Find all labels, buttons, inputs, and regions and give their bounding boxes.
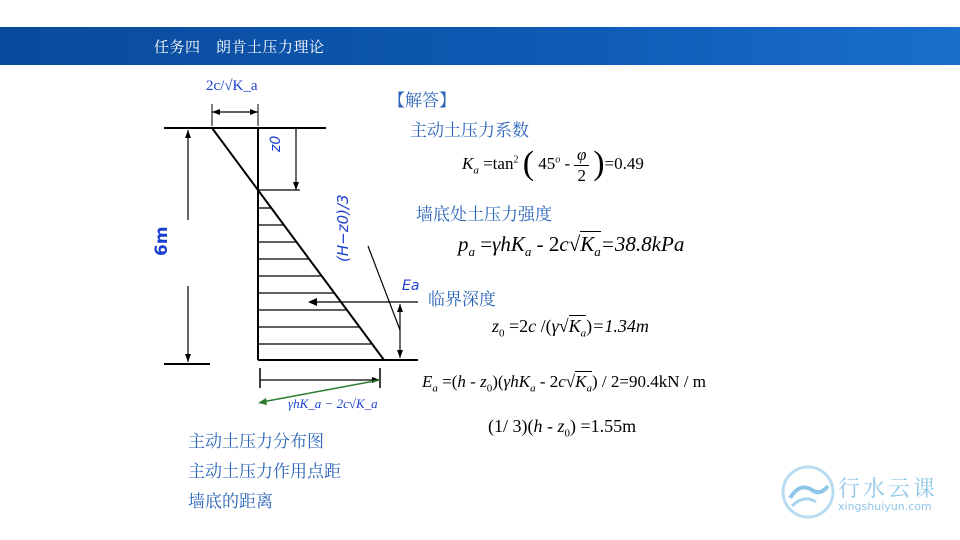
height-label: 6m xyxy=(152,226,172,256)
top-dimension-label: 2c/√K_a xyxy=(206,78,258,94)
ka-result: =0.49 xyxy=(604,154,644,173)
ea-label: Ea xyxy=(402,278,420,294)
step3-label: 临界深度 xyxy=(428,290,496,310)
equation-distance: (1/ $3)(h - z_0) =1.55m$ xyxy=(488,416,637,440)
solution-heading: 【解答】 xyxy=(388,91,456,111)
note-line-1: 主动土压力分布图 xyxy=(188,432,324,452)
pressure-hatching xyxy=(258,208,371,344)
slide-title: 任务四 朗肯土压力理论 xyxy=(154,38,325,56)
brand-logo xyxy=(780,462,950,522)
pa-result: =38.8kPa xyxy=(600,232,685,256)
distance-result: =1.55m xyxy=(580,416,637,436)
pressure-line xyxy=(212,128,384,360)
bottom-pressure-label: γhK_a − 2c√K_a xyxy=(288,396,378,411)
step1-label: 主动土压力系数 xyxy=(410,121,529,141)
ea-result: =90.4kN / m xyxy=(619,372,706,391)
wave-logo-icon xyxy=(780,464,836,520)
equation-ea: $E_a =(h - z_0)(\gamma hK_a - 2c√K_a) / 2=90.4kN / m$ xyxy=(422,372,706,395)
z0-result: =1.34m xyxy=(592,316,649,336)
note-line-2: 主动土压力作用点距 xyxy=(188,462,341,482)
z0-label: z0 xyxy=(268,135,284,152)
equation-pa: $p_a =\gamma hK_a - 2c√K_a=38.8kPa$ xyxy=(458,232,685,260)
logo-name: 行水云课 xyxy=(838,477,939,502)
equation-ka: $K_a =\tan^2$ ( $45^o - \frac{\varphi}{2} )=0.49$ xyxy=(462,144,644,185)
logo-url: xingshuiyun.com xyxy=(838,500,932,513)
equation-z0: $z_0 =2c$ $/(\gamma√K_a)=1.34m$ xyxy=(492,316,649,340)
step2-label: 墙底处土压力强度 xyxy=(416,205,552,225)
note-line-3: 墙底的距离 xyxy=(188,492,273,512)
h-z0-third-label: (H−z0)/3 xyxy=(334,194,352,262)
